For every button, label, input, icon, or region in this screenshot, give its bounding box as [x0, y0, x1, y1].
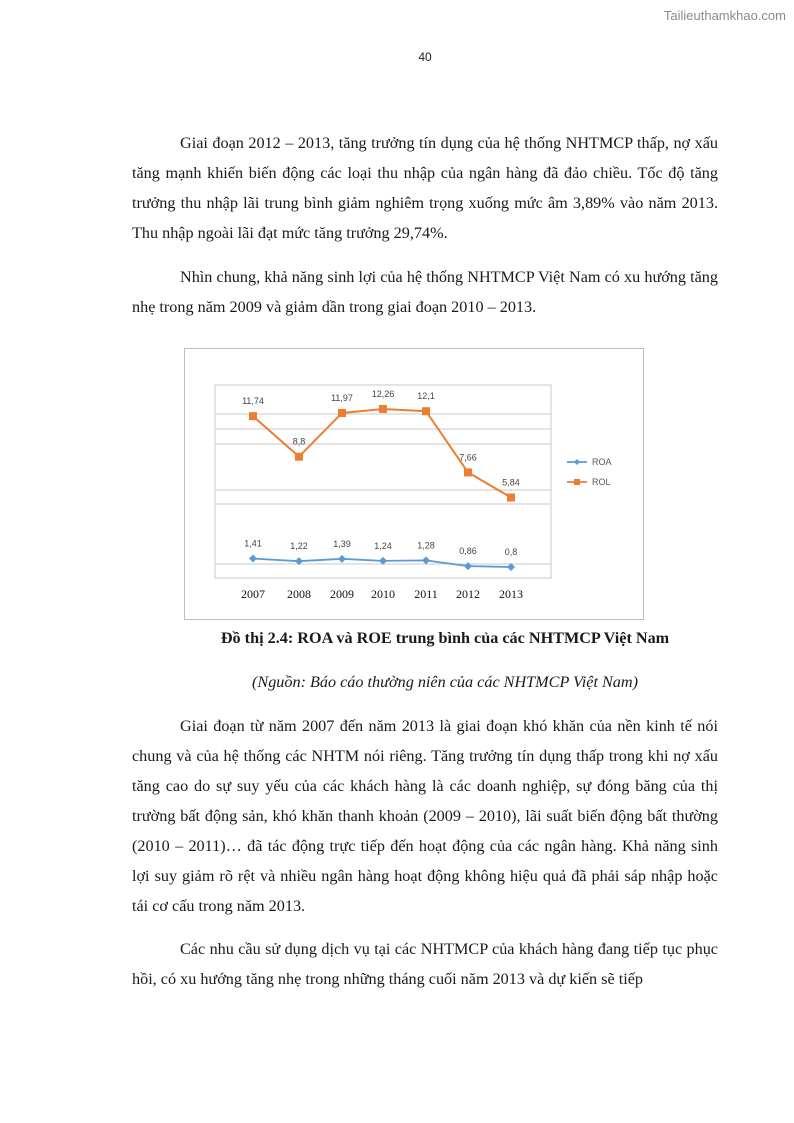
- roe-point: [379, 405, 387, 413]
- chart-svg: [185, 349, 645, 621]
- roe-data-label: 11,74: [242, 396, 264, 407]
- roa-data-label: 0,8: [504, 546, 518, 557]
- x-tick-label: 2009: [330, 587, 354, 601]
- x-tick-label: 2011: [414, 587, 438, 601]
- page-number: 40: [418, 50, 432, 64]
- roe-data-label: 12,26: [371, 388, 395, 399]
- roe-point: [464, 468, 472, 476]
- paragraph-1-text: Giai đoạn 2012 – 2013, tăng trưởng tín dụng của hệ thống NHTMCP thấp, nợ xấu tăng mạnh khiến biến động các loại thu nhập của ngân hàng đã đảo chiều. Tốc độ tăng trưởng thu nhập lãi trung bình giảm nghiêm trọng xuống mức âm 3,89% vào năm 2013. Thu nhập ngoài lãi đạt mức tăng trưởng 29,74%.: [132, 134, 718, 242]
- roa-point: [338, 555, 346, 563]
- roa-point: [422, 556, 430, 564]
- roe-data-label: 5,84: [502, 477, 520, 488]
- watermark: Tailieuthamkhao.com: [663, 8, 786, 23]
- roe-point: [507, 493, 515, 501]
- roa-data-label: 1,39: [333, 538, 351, 549]
- roa-roe-chart: [184, 348, 644, 620]
- roe-data-label: 12,1: [417, 391, 435, 402]
- roa-point: [249, 555, 257, 563]
- x-tick-label: 2013: [499, 587, 523, 601]
- paragraph-4: [132, 934, 718, 994]
- paragraph-2-text: Nhìn chung, khả năng sinh lợi của hệ thống NHTMCP Việt Nam có xu hướng tăng nhẹ trong năm 2009 và giảm dần trong giai đoạn 2010 – 2013.: [132, 268, 718, 316]
- x-tick-label: 2010: [371, 587, 395, 601]
- x-tick-label: 2008: [287, 587, 311, 601]
- figure-source: (Nguồn: Báo cáo thường niên của các NHTMCP Việt Nam): [252, 673, 638, 691]
- paragraph-2: [132, 262, 718, 322]
- roe-data-label: 7,66: [459, 452, 477, 463]
- roa-point: [464, 562, 472, 570]
- paragraph-3: [132, 711, 718, 921]
- roe-point: [295, 453, 303, 461]
- paragraph-1: [132, 128, 718, 248]
- paragraph-3-text: Giai đoạn từ năm 2007 đến năm 2013 là giai đoạn khó khăn của nền kinh tế nói chung và của hệ thống các NHTM nói riêng. Tăng trưởng tín dụng thấp trong khi nợ xấu tăng cao do sự suy yếu của các khách hàng là các doanh nghiệp, sự đóng băng của thị trường bất động sản, khó khăn thanh khoản (2009 – 2010), lãi suất biến động bất thường (2010 – 2011)… đã tác động trực tiếp đến hoạt động của các ngân hàng. Khả năng sinh lợi suy giảm rõ rệt và nhiều ngân hàng hoạt động không hiệu quả đã phải sáp nhập hoặc tái cơ cấu trong năm 2013.: [132, 717, 718, 915]
- roa-data-label: 1,41: [244, 538, 262, 549]
- roe-point: [338, 409, 346, 417]
- roe-data-label: 8,8: [292, 436, 306, 447]
- roe-point: [249, 412, 257, 420]
- roa-data-label: 1,24: [374, 540, 392, 551]
- roa-data-label: 1,22: [290, 541, 308, 552]
- roe-data-label: 11,97: [331, 392, 353, 403]
- figure-caption: Đồ thị 2.4: ROA và ROE trung bình của các NHTMCP Việt Nam: [220, 629, 670, 647]
- paragraph-4-text: Các nhu cầu sử dụng dịch vụ tại các NHTMCP của khách hàng đang tiếp tục phục hồi, có xu hướng tăng nhẹ trong những tháng cuối năm 2013 và dự kiến sẽ tiếp: [132, 940, 718, 988]
- legend-label-roa: ROA: [592, 457, 612, 467]
- roa-data-label: 1,28: [417, 540, 435, 551]
- legend-label-roe: ROL: [592, 477, 611, 487]
- legend-marker-roa: [574, 459, 580, 465]
- x-tick-label: 2012: [456, 587, 480, 601]
- roa-data-label: 0,86: [459, 546, 477, 557]
- legend-marker-roe: [574, 479, 580, 485]
- x-tick-label: 2007: [241, 587, 265, 601]
- roe-point: [422, 407, 430, 415]
